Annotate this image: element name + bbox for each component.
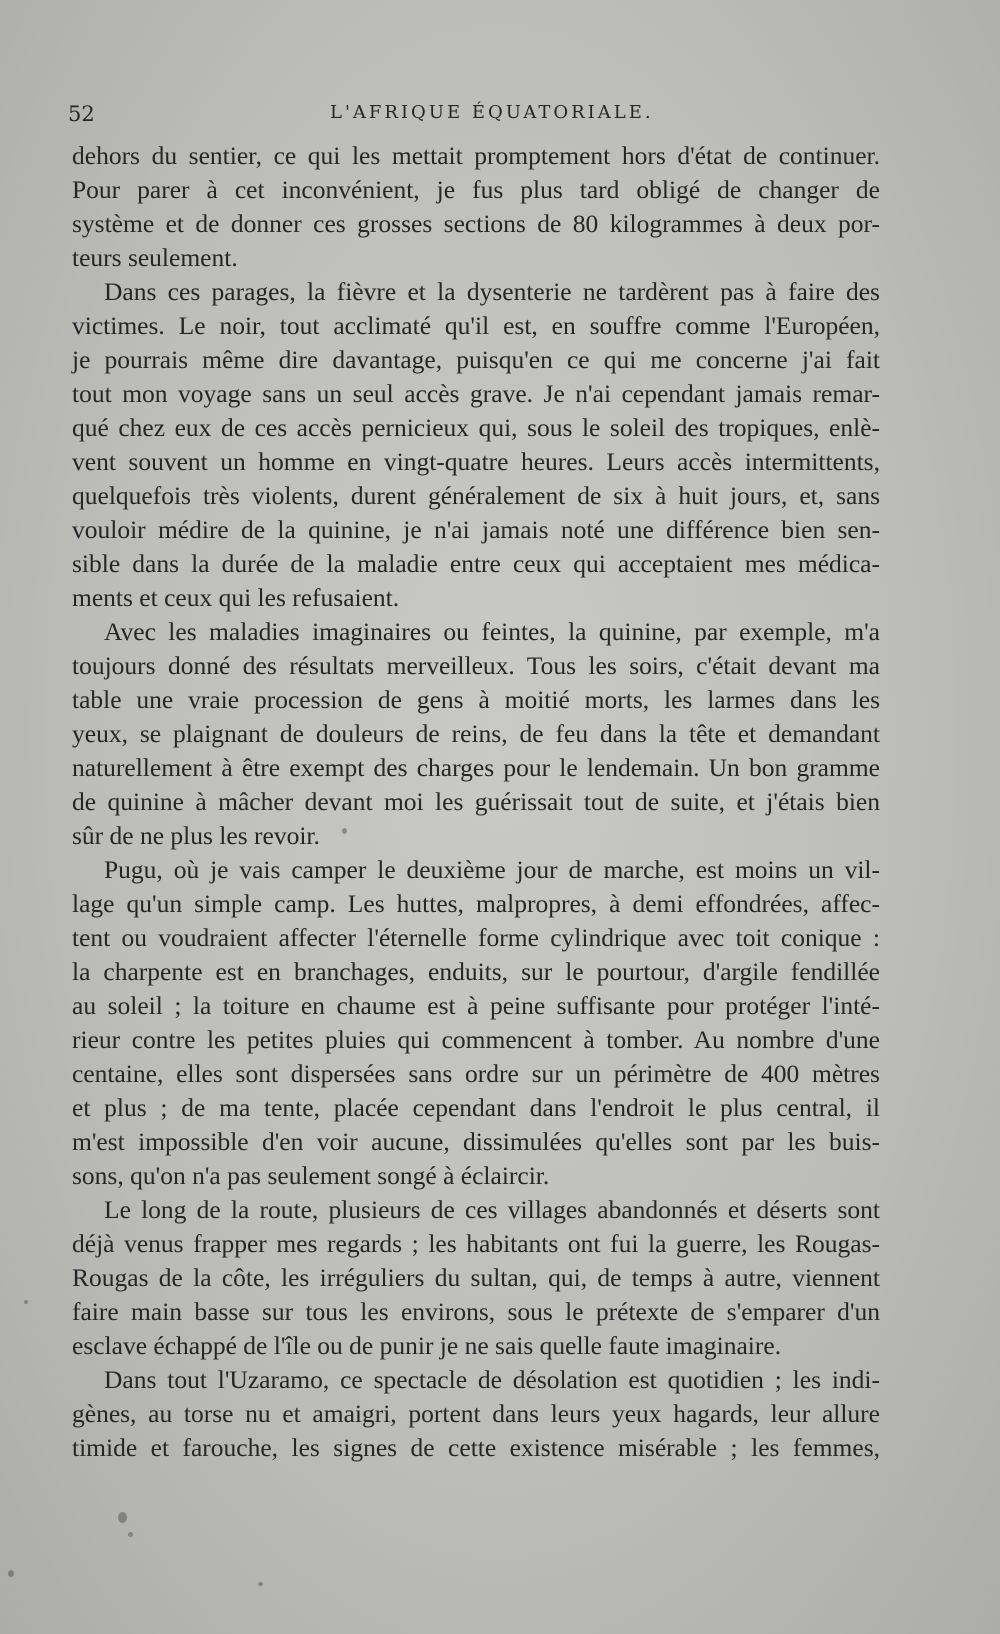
text-line: lage qu'un simple camp. Les huttes, malpropres, à demi effondrées, affec- [72,889,880,918]
paragraph [72,853,880,1193]
running-title: L'AFRIQUE ÉQUATORIALE. [330,102,654,123]
text-line: Rougas de la côte, les irréguliers du sultan, qui, de temps à autre, viennent [72,1263,880,1292]
text-line: gènes, au torse nu et amaigri, portent dans leurs yeux hagards, leur allure [72,1399,880,1428]
text-line: esclave échappé de l'île ou de punir je ne sais quelle faute imaginaire. [72,1331,782,1360]
text-line: yeux, se plaignant de douleurs de reins, de feu dans la tête et demandant [72,719,880,748]
text-line: Le long de la route, plusieurs de ces villages abandonnés et déserts sont [104,1195,880,1224]
text-line: vouloir médire de la quinine, je n'ai jamais noté une différence bien sen- [72,515,880,544]
text-line: et plus ; de ma tente, placée cependant dans l'endroit le plus central, il [72,1093,880,1122]
text-line: qué chez eux de ces accès pernicieux qui, sous le soleil des tropiques, enlè- [72,413,880,442]
text-line: au soleil ; la toiture en chaume est à peine suffisante pour protéger l'inté- [72,991,880,1020]
text-line: sons, qu'on n'a pas seulement songé à éclaircir. [72,1161,550,1190]
text-line: centaine, elles sont dispersées sans ordre sur un périmètre de 400 mètres [72,1059,880,1088]
text-line: de quinine à mâcher devant moi les guérissait tout de suite, et j'étais bien [72,787,880,816]
running-head [0,102,1000,136]
paper-speck [128,1532,133,1537]
paper-speck [342,828,347,834]
paragraph [72,139,880,275]
text-line: naturellement à être exempt des charges pour le lendemain. Un bon gramme [72,753,880,782]
text-line: tent ou voudraient affecter l'éternelle forme cylindrique avec toit conique : [72,923,880,952]
text-line: Pugu, où je vais camper le deuxième jour de marche, est moins un vil- [104,855,880,884]
paper-speck [258,1582,263,1586]
text-line: Dans tout l'Uzaramo, ce spectacle de désolation est quotidien ; les indi- [104,1365,880,1394]
text-line: la charpente est en branchages, enduits, sur le pourtour, d'argile fendillée [72,957,880,986]
paragraph [72,1193,880,1363]
text-line: rieur contre les petites pluies qui commencent à tomber. Au nombre d'une [72,1025,880,1054]
text-line: table une vraie procession de gens à moitié morts, les larmes dans les [72,685,880,714]
text-line: tout mon voyage sans un seul accès grave. Je n'ai cependant jamais remar- [72,379,880,408]
body-text [72,139,880,1465]
text-line: déjà venus frapper mes regards ; les habitants ont fui la guerre, les Rougas- [72,1229,880,1258]
text-line: je pourrais même dire davantage, puisqu'en ce qui me concerne j'ai fait [72,345,880,374]
text-line: faire main basse sur tous les environs, sous le prétexte de s'emparer d'un [72,1297,880,1326]
text-line: Pour parer à cet inconvénient, je fus plus tard obligé de changer de [72,175,880,204]
text-line: quelquefois très violents, durent généralement de six à huit jours, et, sans [72,481,880,510]
text-line: Dans ces parages, la fièvre et la dysenterie ne tardèrent pas à faire des [104,277,880,306]
text-line: sûr de ne plus les revoir. [72,821,320,850]
text-line: sible dans la durée de la maladie entre ceux qui acceptaient mes médica- [72,549,880,578]
page-number: 52 [68,102,95,126]
text-line: m'est impossible d'en voir aucune, dissimulées qu'elles sont par les buis- [72,1127,880,1156]
text-line: Avec les maladies imaginaires ou feintes, la quinine, par exemple, m'a [104,617,880,646]
text-line: victimes. Le noir, tout acclimaté qu'il est, en souffre comme l'Européen, [72,311,880,340]
paragraph [72,1363,880,1465]
text-line: toujours donné des résultats merveilleux. Tous les soirs, c'était devant ma [72,651,880,680]
text-line: système et de donner ces grosses sections de 80 kilogrammes à deux por- [72,209,880,238]
paper-speck [8,1570,14,1577]
paper-speck [24,1300,28,1304]
paragraph [72,615,880,853]
text-line: teurs seulement. [72,243,238,272]
text-line: dehors du sentier, ce qui les mettait promptement hors d'état de continuer. [72,141,880,170]
text-line: ments et ceux qui les refusaient. [72,583,400,612]
paper-speck [118,1512,127,1523]
paragraph [72,275,880,615]
text-line: timide et farouche, les signes de cette existence misérable ; les femmes, [72,1433,880,1462]
text-line: vent souvent un homme en vingt-quatre heures. Leurs accès intermittents, [72,447,880,476]
